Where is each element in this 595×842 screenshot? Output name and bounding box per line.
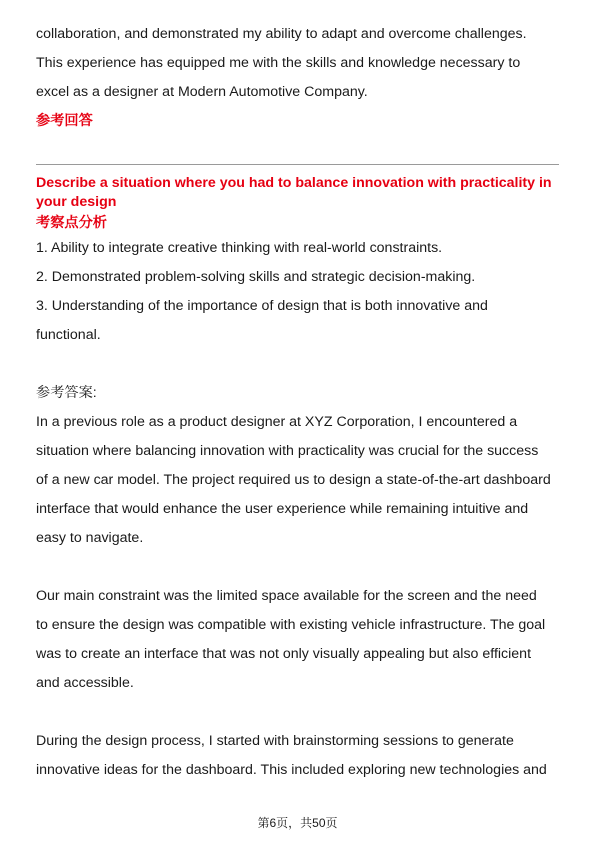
paragraph-line: and accessible. <box>36 675 134 691</box>
page-number-footer: 第6页，共50页 <box>257 816 338 830</box>
paragraph-line: interface that would enhance the user experience while remaining intuitive and <box>36 501 529 517</box>
analysis-point: 1. Ability to integrate creative thinking with real-world constraints. <box>36 240 443 256</box>
analysis-point: 3. Understanding of the importance of design that is both innovative and <box>36 298 488 314</box>
intro-line: excel as a designer at Modern Automotive Company. <box>36 84 368 100</box>
paragraph-line: During the design process, I started with brainstorming sessions to generate <box>36 733 514 749</box>
paragraph-line: Our main constraint was the limited space available for the screen and the need <box>36 588 537 604</box>
question-title-line1: Describe a situation where you had to balance innovation with practicality in <box>36 175 552 191</box>
analysis-label: 考察点分析 <box>36 215 107 231</box>
prev-answer-label: 参考回答 <box>36 113 93 129</box>
paragraph-line: to ensure the design was compatible with existing vehicle infrastructure. The goal <box>36 617 546 633</box>
paragraph-line: innovative ideas for the dashboard. This included exploring new technologies and <box>36 762 547 778</box>
paragraph-line: easy to navigate. <box>36 530 144 546</box>
paragraph-line: In a previous role as a product designer at XYZ Corporation, I encountered a <box>36 414 518 430</box>
intro-line: collaboration, and demonstrated my ability to adapt and overcome challenges. <box>36 26 527 42</box>
document-page <box>36 20 561 785</box>
paragraph-line: situation where balancing innovation with practicality was crucial for the success <box>36 443 539 459</box>
question-title-line2: your design <box>36 194 117 210</box>
analysis-point: functional. <box>36 327 101 343</box>
answer-label: 参考答案: <box>36 385 97 401</box>
paragraph-line: was to create an interface that was not only visually appealing but also efficient <box>36 646 532 662</box>
intro-line: This experience has equipped me with the skills and knowledge necessary to <box>36 55 521 71</box>
analysis-point: 2. Demonstrated problem-solving skills and strategic decision-making. <box>36 269 476 285</box>
paragraph-line: of a new car model. The project required us to design a state-of-the-art dashboard <box>36 472 551 488</box>
